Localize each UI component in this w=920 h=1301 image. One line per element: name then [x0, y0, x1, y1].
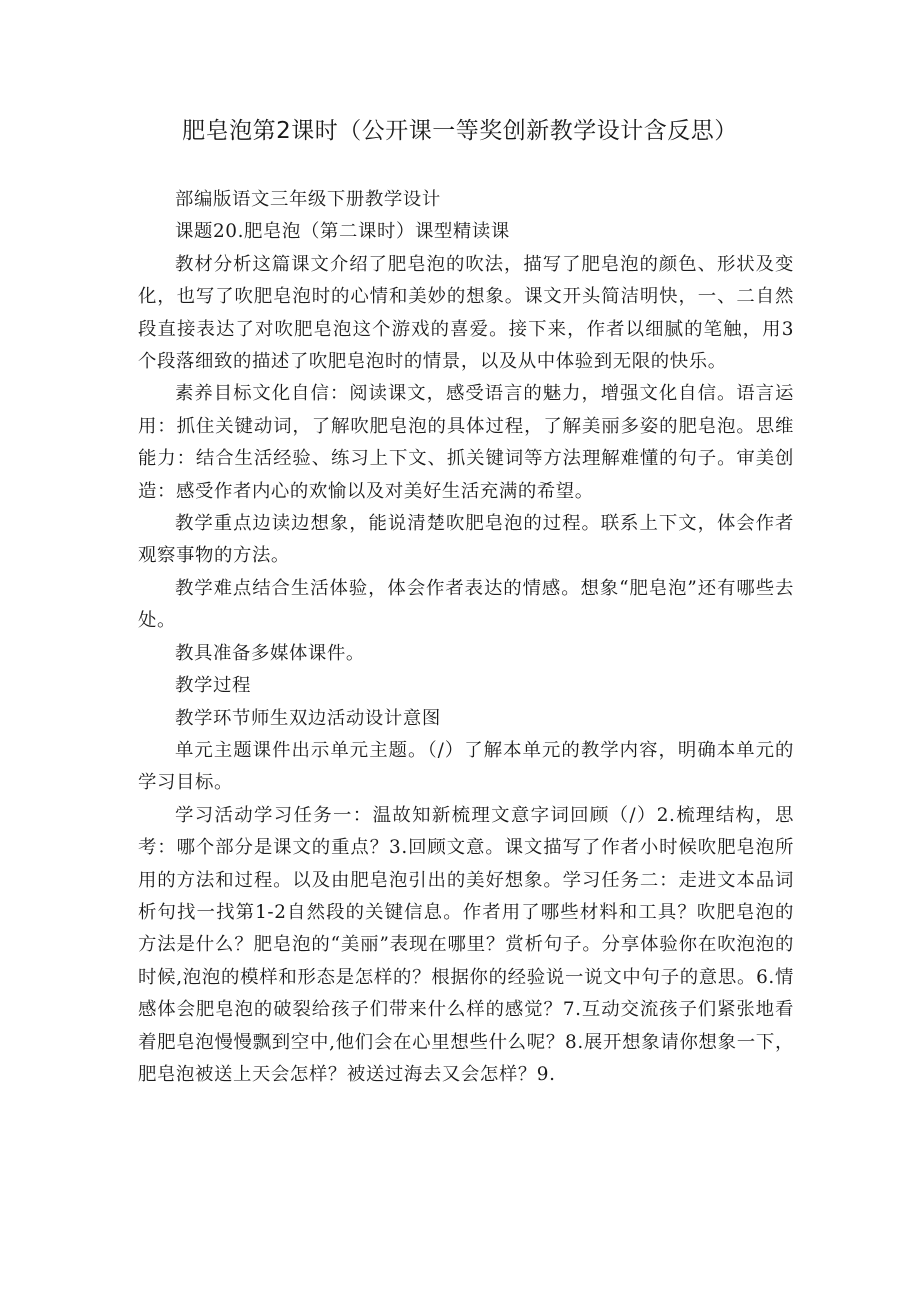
paragraph-teaching-difficulty: 教学难点结合生活体验，体会作者表达的情感。想象“肥皂泡”还有哪些去处。	[138, 577, 794, 632]
paragraph-lesson-topic: 课题20.肥皂泡（第二课时）课型精读课	[175, 221, 510, 243]
paragraph-learning-activities: 学习活动学习任务一：温故知新梳理文意字词回顾（/）2.梳理结构，思考：哪个部分是课文的重点？3.回顾文意。课文描写了作者小时候吹肥皂泡所用的方法和过程。以及由肥皂泡引出的美好想象。学习任务二：走进文本品词析句找一找第1-2自然段的关键信息。作者用了哪些材料和工具？吹肥皂泡的方法是什么？肥皂泡的“美丽”表现在哪里？赏析句子。分享体验你在吹泡泡的时候,泡泡的模样和形态是怎样的？根据你的经验说一说文中句子的意思。6.情感体会肥皂泡的破裂给孩子们带来什么样的感觉？7.互动交流孩子们紧张地看着肥皂泡慢慢飘到空中,他们会在心里想些什么呢？8.展开想象请你想象一下，肥皂泡被送上天会怎样？被送过海去又会怎样？9.	[138, 804, 794, 1085]
document-body	[138, 184, 794, 1091]
paragraph-process-header: 教学环节师生双边活动设计意图	[175, 707, 441, 729]
paragraph-teaching-aids: 教具准备多媒体课件。	[175, 642, 365, 664]
paragraph-material-analysis: 教材分析这篇课文介绍了肥皂泡的吹法，描写了肥皂泡的颜色、形状及变化，也写了吹肥皂泡时的心情和美妙的想象。课文开头简洁明快，一、二自然段直接表达了对吹肥皂泡这个游戏的喜爱。接下来，作者以细腻的笔触，用3个段落细致的描述了吹肥皂泡时的情景，以及从中体验到无限的快乐。	[138, 253, 794, 373]
paragraph-teaching-process: 教学过程	[175, 675, 251, 697]
paragraph-unit-theme: 单元主题课件出示单元主题。（/）了解本单元的教学内容，明确本单元的学习目标。	[138, 739, 794, 794]
paragraph-literacy-goals: 素养目标文化自信：阅读课文，感受语言的魅力，增强文化自信。语言运用：抓住关键动词，了解吹肥皂泡的具体过程，了解美丽多姿的肥皂泡。思维能力：结合生活经验、练习上下文、抓关键词等方法理解难懂的句子。审美创造：感受作者内心的欢愉以及对美好生活充满的希望。	[138, 383, 794, 502]
paragraph-textbook-info: 部编版语文三年级下册教学设计	[175, 189, 441, 210]
paragraph-teaching-focus: 教学重点边读边想象，能说清楚吹肥皂泡的过程。联系上下文，体会作者观察事物的方法。	[138, 513, 794, 567]
document-title: 肥皂泡第2课时（公开课一等奖创新教学设计含反思）	[182, 118, 738, 144]
